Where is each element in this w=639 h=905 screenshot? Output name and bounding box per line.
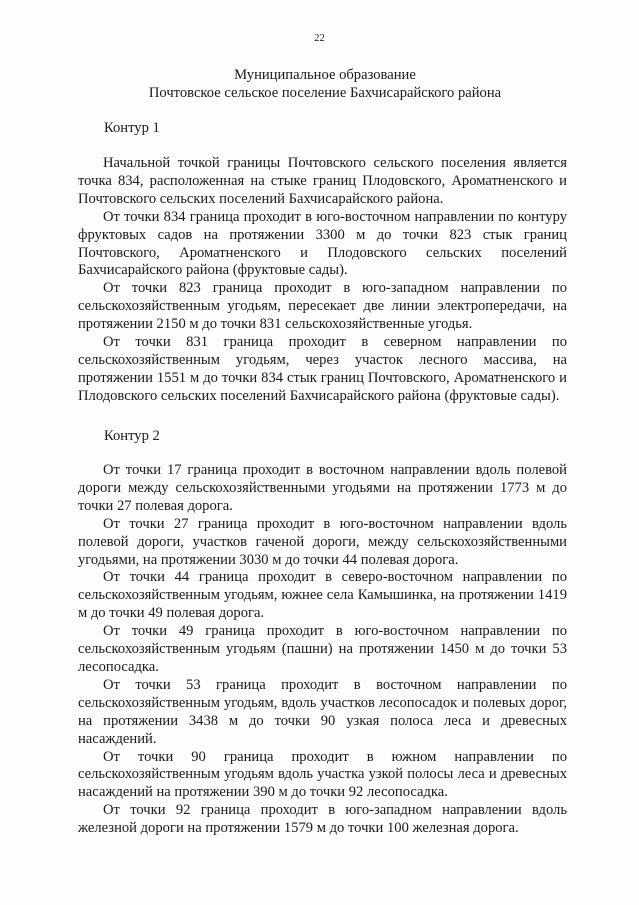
document-title-line-2: Почтовское сельское поселение Бахчисарайского района [148,85,502,101]
contour-2-paragraph: От точки 17 граница проходит в восточном направлении вдоль полевой дороги между сельскохозяйственными угодьями на протяжении 1773 м до точки 27 полевая дорога. [78,462,567,514]
contour-1-paragraph: Начальной точкой границы Почтовского сельского поселения является точка 834, расположенная на стыке границ Плодовского, Ароматненского и Почтовского сельских поселений Бахчисарайского района. [78,155,567,207]
contour-2-heading: Контур 2 [104,428,160,444]
contour-1-heading: Контур 1 [104,120,160,136]
contour-2-paragraph: От точки 92 граница проходит в юго-западном направлении вдоль железной дороги на протяжении 1579 м до точки 100 железная дорога. [78,802,567,837]
contour-2-paragraph: От точки 44 граница проходит в северо-восточном направлении по сельскохозяйственным угодьям, южнее села Камышинка, на протяжении 1419 м до точки 49 полевая дорога. [78,569,567,622]
contour-2-paragraph: От точки 49 граница проходит в юго-восточном направлении по сельскохозяйственным угодьям (пашни) на протяжении 1450 м до точки 53 лесопосадка. [78,623,567,675]
contour-2-body [78,462,567,838]
contour-1-paragraph: От точки 831 граница проходит в северном направлении по сельскохозяйственным угодьям, через участок лесного массива, на протяжении 1551 м до точки 834 стык границ Почтовского, Ароматненского и Плодовского сельских поселений Бахчисарайского района (фруктовые сады). [78,334,567,404]
page-number: 22 [314,33,325,44]
contour-2-paragraph: От точки 53 граница проходит в восточном направлении по сельскохозяйственным угодьям, вдоль участков лесопосадок и полевых дорог, на протяжении 3438 м до точки 90 узкая полоса леса и древесных насаждений. [78,676,567,747]
contour-1-body [78,155,567,406]
contour-2-paragraph: От точки 90 граница проходит в южном направлении по сельскохозяйственным угодьям вдоль участка узкой полосы леса и древесных насаждений на протяжении 390 м до точки 92 лесопосадка. [78,748,567,801]
document-title-line-1: Муниципальное образование [234,67,416,83]
contour-1-paragraph: От точки 834 граница проходит в юго-восточном направлении по контуру фруктовых садов на протяжении 3300 м до точки 823 стык границ Почтовского, Ароматненского и Плодовского сельских поселений Бахчисарайского района (фруктовые сады). [78,208,567,279]
contour-2-paragraph: От точки 27 граница проходит в юго-восточном направлении вдоль полевой дороги, участков гаченой дороги, между сельскохозяйственными угодьями, на протяжении 3030 м до точки 44 полевая дорога. [78,515,567,568]
contour-1-paragraph: От точки 823 граница проходит в юго-западном направлении по сельскохозяйственным угодьям, пересекает две линии электропередачи, на протяжении 2150 м до точки 831 сельскохозяйственные угодья. [78,280,567,333]
